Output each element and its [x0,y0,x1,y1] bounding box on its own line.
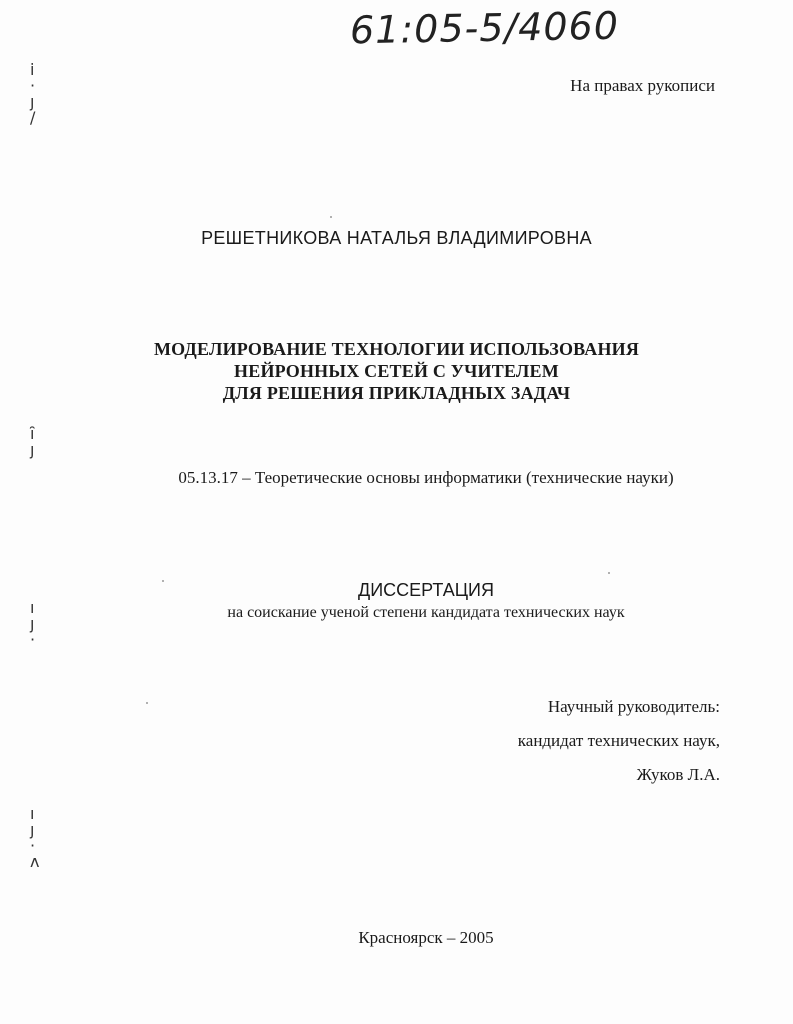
scan-speck [162,580,164,582]
binding-mark: ⅰ · ȷ / [30,60,36,127]
rights-note: На правах рукописи [570,76,715,95]
document-type: ДИССЕРТАЦИЯ [358,580,494,600]
scan-speck [330,216,332,218]
binding-mark: ı ȷ · [30,598,36,649]
supervisor-name: Жуков Л.А. [636,765,720,784]
supervisor-label: Научный руководитель: [547,697,720,716]
supervisor-block [518,690,720,792]
specialty-code: 05.13.17 – Теоретические основы информатики (технические науки) [178,468,674,487]
degree-description: на соискание ученой степени кандидата технических наук [227,604,625,621]
supervisor-degree: кандидат технических наук, [517,731,720,750]
title-line: МОДЕЛИРОВАНИЕ ТЕХНОЛОГИИ ИСПОЛЬЗОВАНИЯ [153,339,640,359]
dissertation-title [0,338,793,404]
title-line: НЕЙРОННЫХ СЕТЕЙ С УЧИТЕЛЕМ [234,361,559,381]
binding-mark: ı ȷ · ʌ [30,804,40,871]
city-year: Красноярск – 2005 [358,928,494,947]
scan-speck [146,702,148,704]
title-line: ДЛЯ РЕШЕНИЯ ПРИКЛАДНЫХ ЗАДАЧ [222,383,571,403]
binding-mark: ȋ ȷ [30,424,35,459]
archive-number-handwritten: 61:05-5/4060 [349,3,620,53]
author-name: РЕШЕТНИКОВА НАТАЛЬЯ ВЛАДИМИРОВНА [201,228,592,248]
scan-speck [608,572,610,574]
